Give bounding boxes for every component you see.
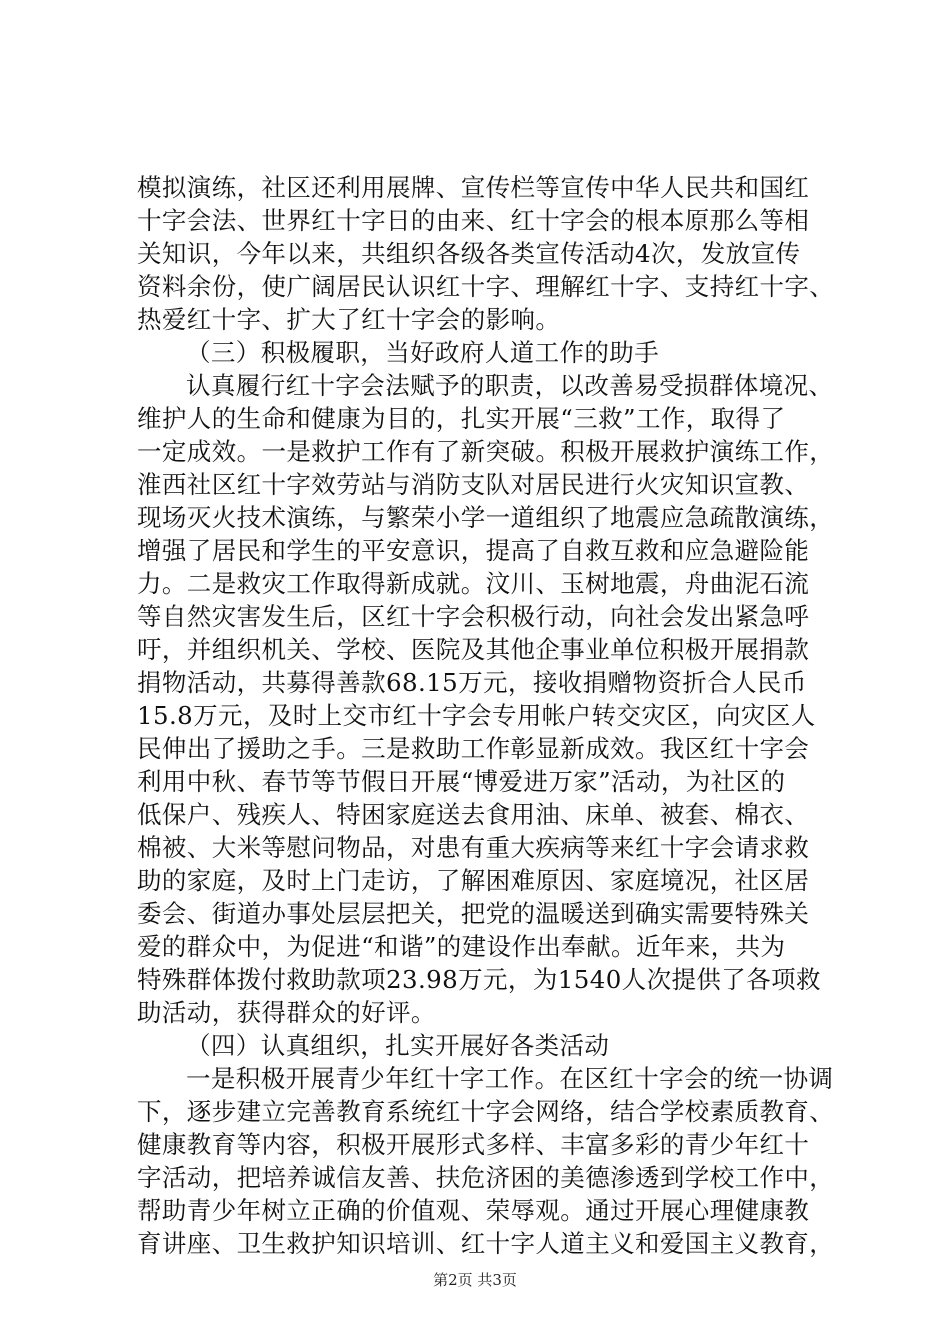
body-text-line: 维护人的生命和健康为目的，扎实开展“三救”工作，取得了 (137, 404, 786, 433)
body-text-line: 增强了居民和学生的平安意识，提高了自救互救和应急避险能 (137, 536, 810, 565)
page-number-footer: 第2页 共3页 (433, 1271, 517, 1289)
body-text-line: 委会、街道办事处层层把关，把党的温暖送到确实需要特殊关 (137, 899, 810, 928)
body-text-line: 字活动，把培养诚信友善、扶危济困的美德渗透到学校工作中， (137, 1163, 835, 1192)
body-text-line: 一是积极开展青少年红十字工作。在区红十字会的统一协调 (186, 1064, 834, 1093)
body-text-line: 棉被、大米等慰问物品，对患有重大疾病等来红十字会请求救 (137, 833, 810, 862)
body-text-line: 捐物活动，共募得善款68.15万元，接收捐赠物资折合人民币 (137, 668, 807, 697)
body-text-line: 助的家庭，及时上门走访，了解困难原因、家庭境况，社区居 (137, 866, 810, 895)
body-text-line: 爱的群众中，为促进“和谐”的建设作出奉献。近年来，共为 (137, 932, 786, 961)
body-text-line: 热爱红十字、扩大了红十字会的影响。 (137, 305, 561, 334)
body-text-line: 关知识，今年以来，共组织各级各类宣传活动4次，发放宣传 (137, 239, 801, 268)
body-text-line: 帮助青少年树立正确的价值观、荣辱观。通过开展心理健康教 (137, 1196, 810, 1225)
body-text-line: 15.8万元，及时上交市红十字会专用帐户转交灾区，向灾区人 (137, 701, 816, 730)
body-text-line: 模拟演练，社区还利用展牌、宣传栏等宣传中华人民共和国红 (137, 173, 810, 202)
body-text-line: 力。二是救灾工作取得新成就。汶川、玉树地震，舟曲泥石流 (137, 569, 810, 598)
body-text-line: 资料余份，使广阔居民认识红十字、理解红十字、支持红十字、 (137, 272, 835, 301)
body-text-line: 利用中秋、春节等节假日开展“博爱进万家”活动，为社区的 (137, 767, 786, 796)
body-text-line: 特殊群体拨付救助款项23.98万元，为1540人次提供了各项救 (137, 965, 821, 994)
body-text-line: 淮西社区红十字效劳站与消防支队对居民进行火灾知识宣教、 (137, 470, 810, 499)
body-text-line: 等自然灾害发生后，区红十字会积极行动，向社会发出紧急呼 (137, 602, 810, 631)
body-text-line: 低保户、残疾人、特困家庭送去食用油、床单、被套、棉衣、 (137, 800, 810, 829)
body-text-line: 下，逐步建立完善教育系统红十字会网络，结合学校素质教育、 (137, 1097, 835, 1126)
body-text-line: 民伸出了援助之手。三是救助工作彰显新成效。我区红十字会 (137, 734, 810, 763)
body-text-line: 吁，并组织机关、学校、医院及其他企事业单位积极开展捐款 (137, 635, 810, 664)
body-text-line: 十字会法、世界红十字日的由来、红十字会的根本原那么等相 (137, 206, 810, 235)
body-text-line: 健康教育等内容，积极开展形式多样、丰富多彩的青少年红十 (137, 1130, 810, 1159)
body-text-line: 育讲座、卫生救护知识培训、红十字人道主义和爱国主义教育， (137, 1229, 835, 1258)
body-text-line: 认真履行红十字会法赋予的职责，以改善易受损群体境况、 (186, 371, 834, 400)
section-heading: （四）认真组织，扎实开展好各类活动 (186, 1031, 610, 1060)
body-text-line: 助活动，获得群众的好评。 (137, 998, 436, 1027)
body-text-line: 一定成效。一是救护工作有了新突破。积极开展救护演练工作， (137, 437, 835, 466)
body-text-line: 现场灭火技术演练，与繁荣小学一道组织了地震应急疏散演练， (137, 503, 835, 532)
section-heading: （三）积极履职，当好政府人道工作的助手 (186, 338, 660, 367)
